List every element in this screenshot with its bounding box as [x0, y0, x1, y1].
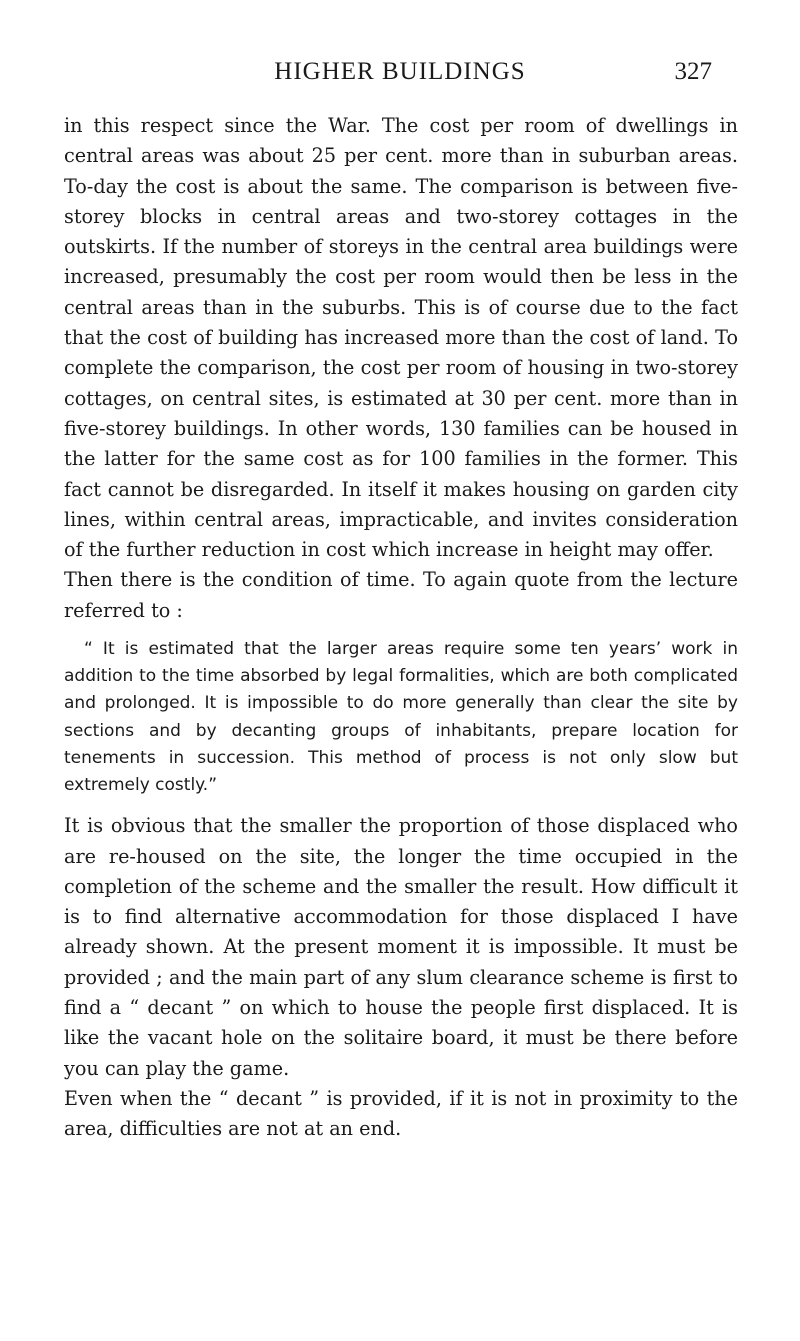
- paragraph-decant-provided: Even when the “ decant ” is provided, if it is not in proximity to the area, difficulties are not at an end.: [64, 1086, 738, 1141]
- running-title: HIGHER BUILDINGS: [274, 58, 526, 85]
- paragraph-smaller-proportion: It is obvious that the smaller the proportion of those displaced who are re-housed on the site, the longer the time occupied in the completion of the scheme and the smaller the result. How difficult it is to find alternative accommodation for those displaced I have already shown. At the present moment it is impossible. It must be provided ; and the main part of any slum clearance scheme is first to find a “ decant ” on which to house the people first displaced. It is like the vacant hole on the solitaire board, it must be there before you can play the game.: [64, 814, 738, 1080]
- block-quote: “ It is estimated that the larger areas require some ten years’ work in addition to the time absorbed by legal formalities, which are both complicated and prolonged. It is impossible to do more generally than clear the site by sections and by decanting groups of inhabitants, prepare location for tenements in succession. This method of process is not only slow but extremely costly.”: [64, 639, 738, 796]
- paragraph-condition-of-time: Then there is the condition of time. To again quote from the lecture referred to :: [64, 568, 738, 622]
- page-number: 327: [674, 58, 712, 85]
- body-text: [64, 111, 738, 1145]
- paragraph-cost-comparison: in this respect since the War. The cost per room of dwellings in central areas was about 25 per cent. more than in suburban areas. To-day the cost is about the same. The comparison is between five-storey blocks in central areas and two-storey cottages in the outskirts. If the number of storeys in the central area buildings were increased, presumably the cost per room would then be less in the central areas than in the suburbs. This is of course due to the fact that the cost of building has increased more than the cost of land. To complete the comparison, the cost per room of housing in two-storey cottages, on central sites, is estimated at 30 per cent. more than in five-storey buildings. In other words, 130 families can be housed in the latter for the same cost as for 100 families in the former. This fact cannot be disregarded. In itself it makes housing on garden city lines, within central areas, impracticable, and invites consideration of the further reduction in cost which increase in height may offer.: [64, 114, 738, 562]
- page-header: [0, 58, 800, 92]
